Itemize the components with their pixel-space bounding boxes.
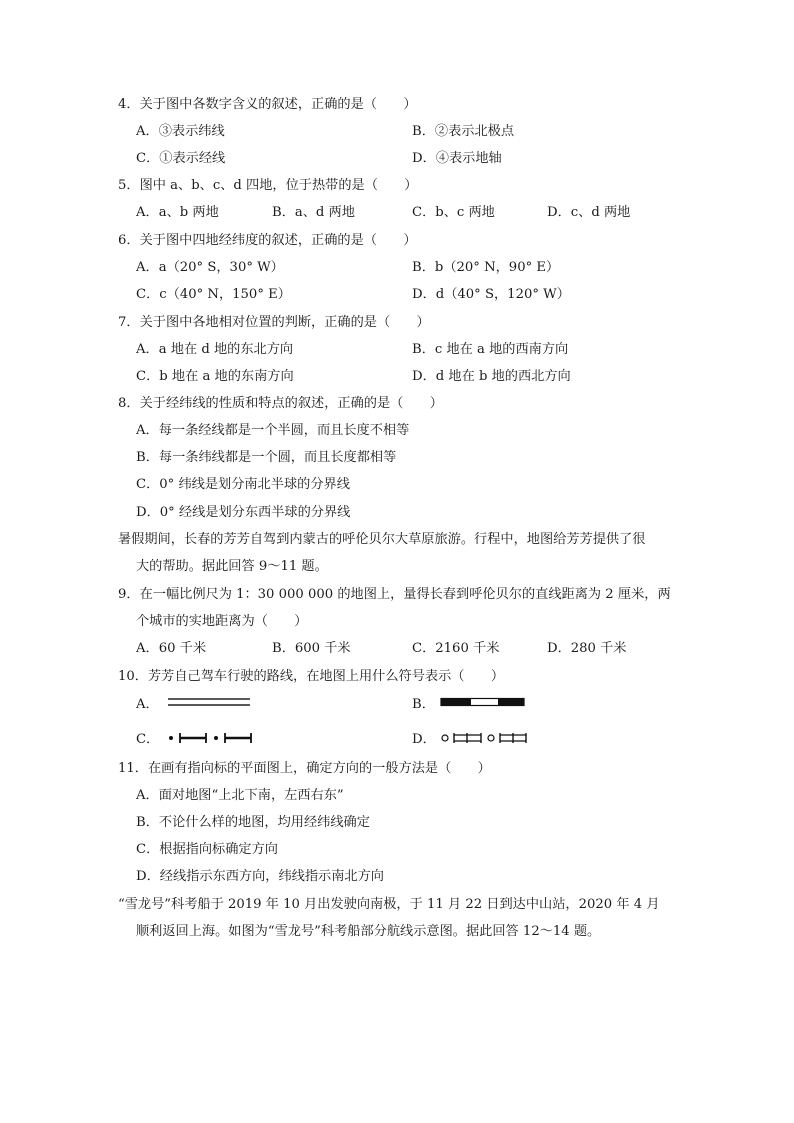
question-4-stem-row <box>0 92 794 118</box>
question-6-options-row-2 <box>0 282 794 308</box>
question-7-option-a[interactable]: A．a 地在 d 地的东北方向 <box>136 342 294 357</box>
question-10-stem: 10．芳芳自己驾车行驶的路线，在地图上用什么符号表示（ ） <box>118 669 505 684</box>
question-9-option-b[interactable]: B．600 千米 <box>272 641 351 656</box>
question-9-options-row <box>0 636 794 662</box>
question-4-stem: 4．关于图中各数字含义的叙述，正确的是（ ） <box>118 97 417 112</box>
question-5-option-b[interactable]: B．a、d 两地 <box>272 205 355 220</box>
question-9-stem-line-1: 9．在一幅比例尺为 1：30 000 000 的地图上，量得长春到呼伦贝尔的直线距离为 2 厘米，两 <box>118 587 671 602</box>
question-9-stem-row-1 <box>0 582 794 608</box>
question-11-stem: 11．在画有指向标的平面图上，确定方向的一般方法是（ ） <box>118 761 491 776</box>
question-4-option-a[interactable]: A．③表示纬线 <box>136 124 225 139</box>
question-4-option-d[interactable]: D．④表示地轴 <box>412 151 502 166</box>
question-8-stem-row <box>0 391 794 417</box>
question-5-options-row <box>0 200 794 226</box>
question-8-option-b[interactable]: B．每一条纬线都是一个圆，而且长度都相等 <box>136 450 397 465</box>
question-11-option-b-row <box>0 810 794 836</box>
question-10-stem-row <box>0 664 794 690</box>
passage-1-line-1: 暑假期间，长春的芳芳自驾到内蒙古的呼伦贝尔大草原旅游。行程中，地图给芳芳提供了很 <box>118 532 646 547</box>
question-11-option-d-row <box>0 864 794 890</box>
question-10-option-b-label[interactable]: B． <box>412 697 435 712</box>
question-11-option-a-row <box>0 783 794 809</box>
question-9-stem-line-2: 个城市的实地距离为（ ） <box>136 614 308 629</box>
question-10-options-row-2 <box>0 727 794 753</box>
question-7-stem-row <box>0 310 794 336</box>
question-5-option-c[interactable]: C．b、c 两地 <box>412 205 495 220</box>
question-11-stem-row <box>0 756 794 782</box>
double-line-road-icon[interactable] <box>168 696 252 710</box>
question-5-option-d[interactable]: D．c、d 两地 <box>547 205 631 220</box>
question-11-option-a[interactable]: A．面对地图“上北下南，左西右东” <box>136 788 344 803</box>
passage-1-line-1-row <box>0 527 794 553</box>
question-10-options-row-1 <box>0 692 794 718</box>
question-9-stem-row-2 <box>0 609 794 635</box>
passage-2-line-1-row <box>0 892 794 918</box>
question-4-option-c[interactable]: C．①表示经线 <box>136 151 226 166</box>
question-7-stem: 7．关于图中各地相对位置的判断，正确的是（ ） <box>118 315 430 330</box>
question-11-option-b[interactable]: B．不论什么样的地图，均用经纬线确定 <box>136 815 370 830</box>
question-6-option-b[interactable]: B．b（20° N，90° E） <box>412 260 560 275</box>
question-8-option-c[interactable]: C．0° 纬线是划分南北半球的分界线 <box>136 477 350 492</box>
question-6-option-c[interactable]: C．c（40° N，150° E） <box>136 287 291 302</box>
passage-2-line-1: “雪龙号”科考船于 2019 年 10 月出发驶向南极，于 11 月 22 日到达中山站，2020 年 4 月 <box>118 897 660 912</box>
question-7-options-row-2 <box>0 364 794 390</box>
question-10-option-d-label[interactable]: D． <box>412 732 436 747</box>
question-4-option-b[interactable]: B．②表示北极点 <box>412 124 515 139</box>
question-6-option-d[interactable]: D．d（40° S，120° W） <box>412 287 570 302</box>
question-10-option-a-label[interactable]: A． <box>136 697 159 712</box>
question-6-options-row-1 <box>0 255 794 281</box>
passage-1-line-2: 大的帮助。据此回答 9～11 题。 <box>136 559 328 574</box>
question-8-option-b-row <box>0 445 794 471</box>
question-8-stem: 8．关于经纬线的性质和特点的叙述，正确的是（ ） <box>118 396 443 411</box>
question-5-option-a[interactable]: A．a、b 两地 <box>136 205 219 220</box>
question-7-option-b[interactable]: B．c 地在 a 地的西南方向 <box>412 342 569 357</box>
question-8-option-d[interactable]: D．0° 经线是划分东西半球的分界线 <box>136 505 351 520</box>
passage-2-line-2: 顺利返回上海。如图为“雪龙号”科考船部分航线示意图。据此回答 12～14 题。 <box>136 924 601 939</box>
question-5-stem: 5．图中 a、b、c、d 四地，位于热带的是（ ） <box>118 178 418 193</box>
question-11-option-c-row <box>0 837 794 863</box>
question-6-option-a[interactable]: A．a（20° S，30° W） <box>136 260 284 275</box>
question-6-stem-row <box>0 228 794 254</box>
dot-bar-boundary-icon[interactable] <box>166 730 254 746</box>
question-8-option-a[interactable]: A．每一条经线都是一个半圆，而且长度不相等 <box>136 423 410 438</box>
question-5-stem-row <box>0 173 794 199</box>
question-8-option-c-row <box>0 472 794 498</box>
passage-2-line-2-row <box>0 919 794 945</box>
railway-band-icon[interactable] <box>440 696 526 710</box>
circle-ladder-icon[interactable] <box>440 730 528 746</box>
passage-1-line-2-row <box>0 554 794 580</box>
question-11-option-d[interactable]: D．经线指示东西方向，纬线指示南北方向 <box>136 869 384 884</box>
question-9-option-a[interactable]: A．60 千米 <box>136 641 207 656</box>
question-4-options-row-1 <box>0 119 794 145</box>
question-9-option-c[interactable]: C．2160 千米 <box>412 641 500 656</box>
question-11-option-c[interactable]: C．根据指向标确定方向 <box>136 842 278 857</box>
question-9-option-d[interactable]: D．280 千米 <box>547 641 627 656</box>
question-8-option-a-row <box>0 418 794 444</box>
question-4-options-row-2 <box>0 146 794 172</box>
question-8-option-d-row <box>0 500 794 526</box>
question-7-options-row-1 <box>0 337 794 363</box>
question-7-option-c[interactable]: C．b 地在 a 地的东南方向 <box>136 369 294 384</box>
question-7-option-d[interactable]: D．d 地在 b 地的西北方向 <box>412 369 571 384</box>
question-6-stem: 6．关于图中四地经纬度的叙述，正确的是（ ） <box>118 233 417 248</box>
question-10-option-c-label[interactable]: C． <box>136 732 160 747</box>
